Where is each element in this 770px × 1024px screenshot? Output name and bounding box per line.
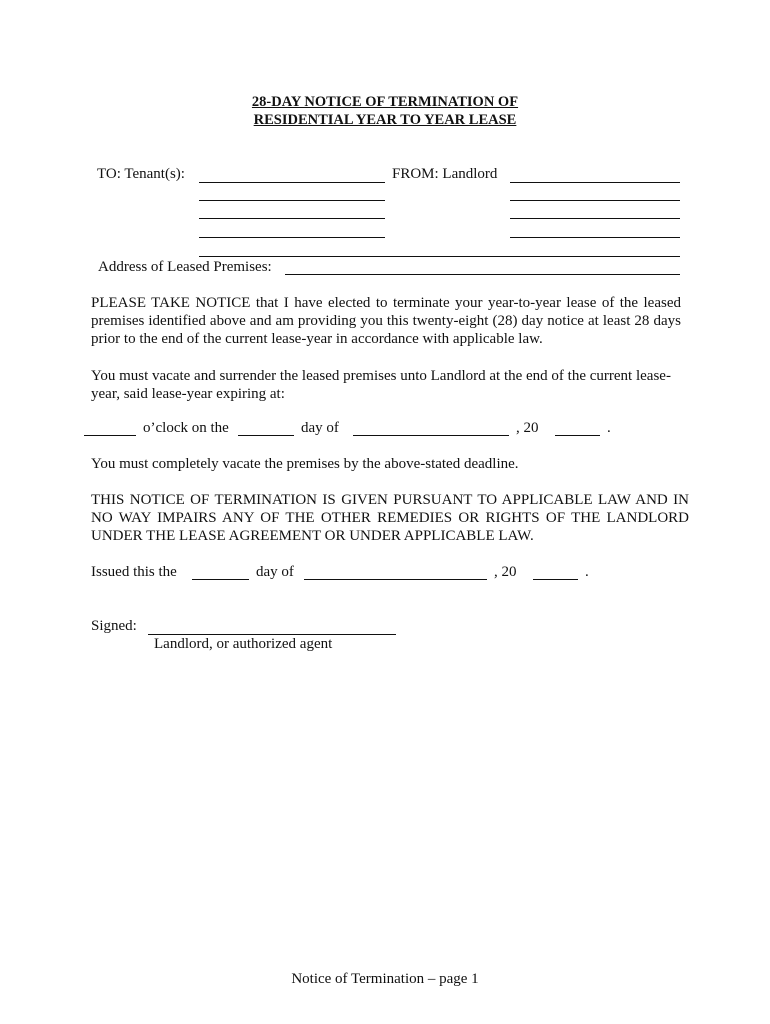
to-tenant-label: TO: Tenant(s): [97, 166, 185, 182]
from-landlord-label: FROM: Landlord [392, 166, 498, 182]
issued-year-line[interactable] [533, 579, 578, 580]
expiry-period: . [607, 420, 611, 436]
expiry-year-prefix: , 20 [516, 420, 539, 436]
deadline-sentence: You must completely vacate the premises by the above-stated deadline. [91, 456, 519, 472]
issued-day-of-text: day of [256, 564, 294, 580]
tenant-name-line-2[interactable] [199, 200, 385, 201]
landlord-name-line-2[interactable] [510, 200, 680, 201]
issued-day-line[interactable] [192, 579, 249, 580]
document-title-line-2: RESIDENTIAL YEAR TO YEAR LEASE [253, 112, 517, 128]
page-footer: Notice of Termination – page 1 [291, 971, 479, 987]
expiry-oclock-text: o’clock on the [143, 420, 229, 436]
signature-caption: Landlord, or authorized agent [154, 636, 333, 652]
legal-paragraph: THIS NOTICE OF TERMINATION IS GIVEN PURSUANT TO APPLICABLE LAW AND IN NO WAY IMPAIRS ANY OF THE OTHER REMEDIES OR RIGHTS OF THE LANDLORD UNDER THE LEASE AGREEMENT OR UNDER APPLICABLE LAW. [91, 492, 689, 544]
vacate-paragraph: You must vacate and surrender the leased premises unto Landlord at the end of the current lease-year, said lease-year expiring at: [91, 368, 671, 402]
expiry-day-line[interactable] [238, 435, 294, 436]
expiry-month-line[interactable] [353, 435, 509, 436]
tenant-name-line-4[interactable] [199, 237, 385, 238]
issued-period: . [585, 564, 589, 580]
issued-prefix: Issued this the [91, 564, 177, 580]
issued-month-line[interactable] [304, 579, 487, 580]
address-line-upper[interactable] [199, 256, 680, 257]
landlord-name-line-3[interactable] [510, 218, 680, 219]
landlord-name-line-4[interactable] [510, 237, 680, 238]
signed-label: Signed: [91, 618, 137, 634]
expiry-day-of-text: day of [301, 420, 339, 436]
expiry-year-line[interactable] [555, 435, 600, 436]
issued-year-prefix: , 20 [494, 564, 517, 580]
notice-paragraph: PLEASE TAKE NOTICE that I have elected to terminate your year-to-year lease of the leased premises identified above and am providing you this twenty-eight (28) day notice at least 28 days prior to the end of the current lease-year in accordance with applicable law. [91, 295, 681, 347]
tenant-name-line-1[interactable] [199, 182, 385, 183]
address-line[interactable] [285, 274, 680, 275]
document-title-line-1: 28-DAY NOTICE OF TERMINATION OF [251, 94, 519, 110]
expiry-hour-line[interactable] [84, 435, 136, 436]
signature-line[interactable] [148, 634, 396, 635]
landlord-name-line-1[interactable] [510, 182, 680, 183]
tenant-name-line-3[interactable] [199, 218, 385, 219]
address-label: Address of Leased Premises: [98, 259, 272, 275]
